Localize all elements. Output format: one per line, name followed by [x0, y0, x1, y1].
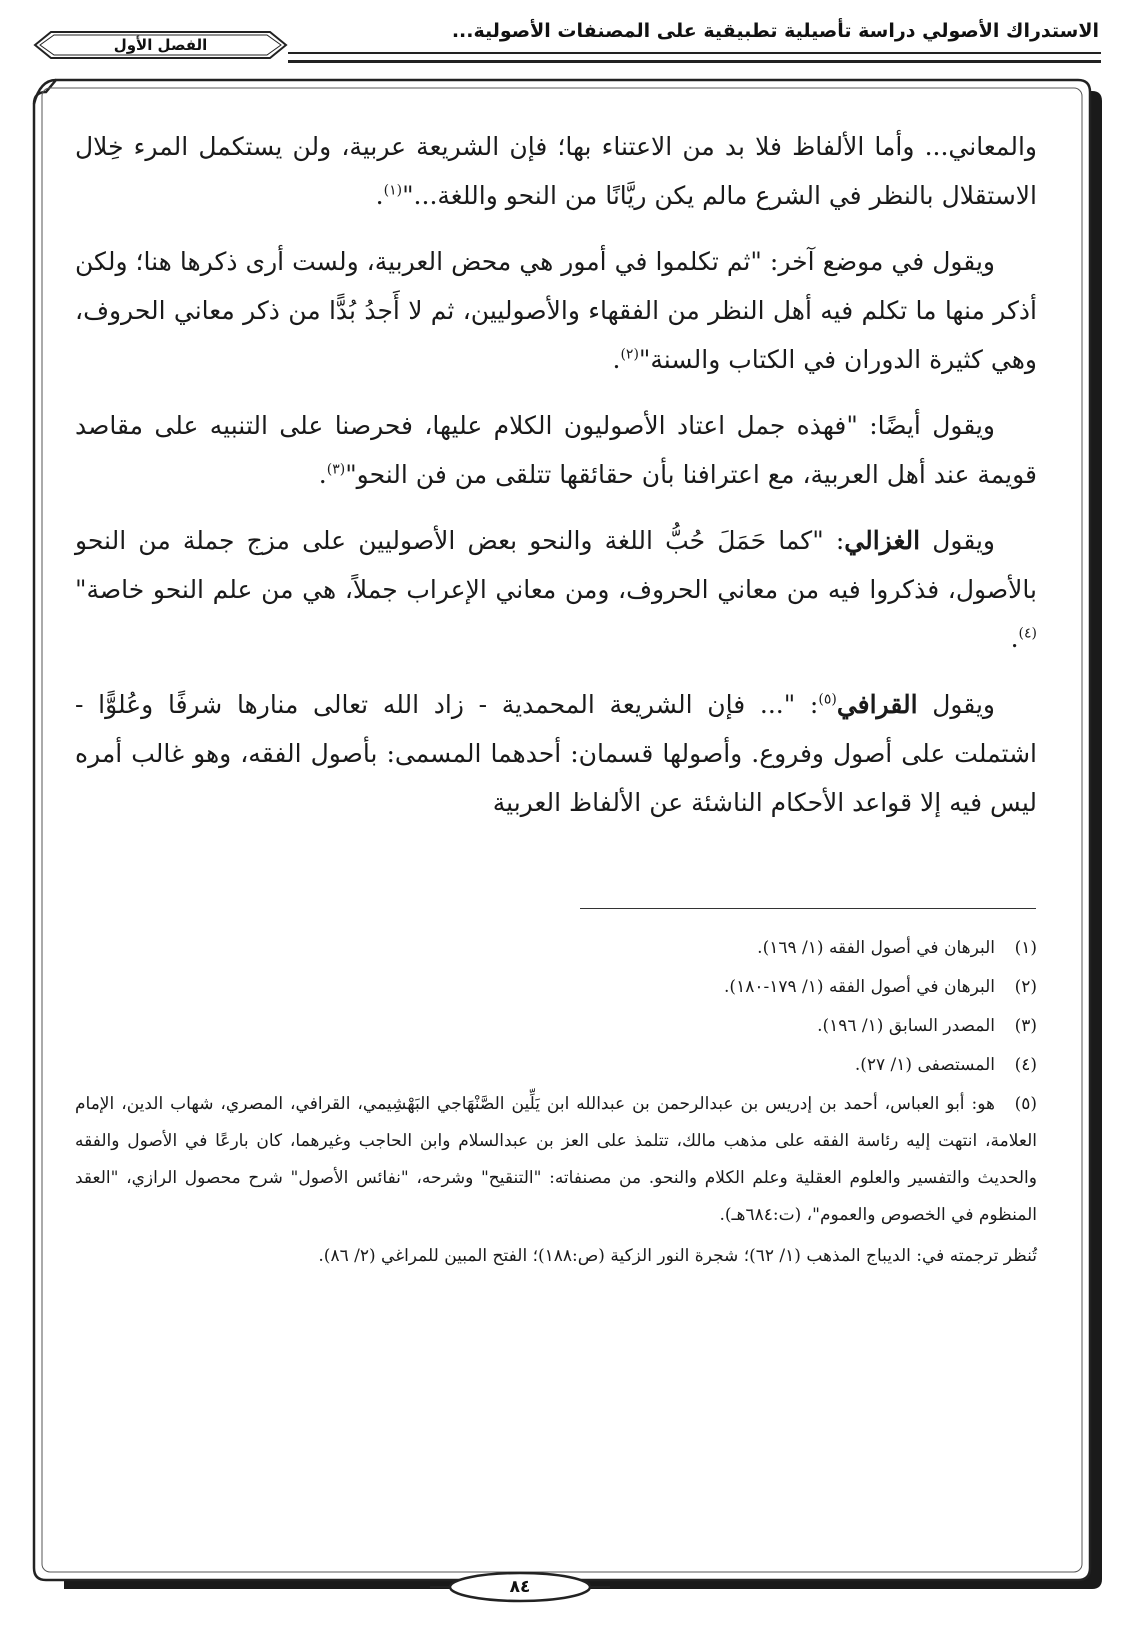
footnote-separator: [580, 908, 1036, 909]
author-name: القرافي: [836, 690, 918, 719]
paragraph: ويقول في موضع آخر: "ثم تكلموا في أمور هي محض العربية، ولست أرى ذكرها هنا؛ ولكن أذكر منها ما تكلم فيه أهل النظر من الفقهاء والأصوليين، ثم لا أَجدُ بُدًّا من ذكر معاني الحروف، وهي كثيرة الدوران في الكتاب والسنة"$^{(٢)}$.: [75, 247, 1037, 374]
footnote-ref[interactable]: (٤): [1018, 625, 1037, 642]
paragraph: والمعاني... وأما الألفاظ فلا بد من الاعتناء بها؛ فإن الشريعة عربية، ولن يستكمل المرء خِلال الاستقلال بالنظر في الشرع مالم يكن ريَّانًا من النحو واللغة..."$^{(١)}$.: [75, 132, 1037, 210]
main-text: [75, 122, 1037, 844]
paragraph: ويقول الغزالي: "كما حَمَلَ حُبُّ اللغة والنحو بعض الأصوليين على مزج جملة من النحو بالأصول، فذكروا فيه من معاني الحروف، ومن معاني الإعراب جملاً، هي من علم النحو خاصة"$^{(٤)}$.: [75, 526, 1037, 653]
footnote-ref[interactable]: (١): [383, 182, 403, 199]
footnote-item: [75, 1008, 1037, 1045]
footnote-source: تُنظر ترجمته في: الديباج المذهب (١/ ٦٢)؛ شجرة النور الزكية (ص:١٨٨)؛ الفتح المبين للمراغي (٢/ ٨٦).: [318, 1246, 1037, 1266]
footnote-number: (٤): [1014, 1055, 1037, 1075]
paragraph-lead: ويقول: [917, 690, 996, 719]
footnote-text: المصدر السابق (١/ ١٩٦).: [817, 1016, 995, 1036]
page-number: ٨٤: [509, 1577, 531, 1597]
footnote-number: (٣): [1014, 1016, 1037, 1036]
footnote-item: [75, 1047, 1037, 1084]
paragraph-lead: ويقول: [920, 526, 995, 555]
footnote-item: [75, 969, 1037, 1006]
book-title: الاستدراك الأصولي دراسة تأصيلية تطبيقية على المصنفات الأصولية...: [451, 20, 1099, 42]
footnote-text: البرهان في أصول الفقه (١/ ١٧٩-١٨٠).: [724, 977, 995, 997]
footnote-text: البرهان في أصول الفقه (١/ ١٦٩).: [757, 938, 995, 958]
author-name: الغزالي: [844, 526, 921, 555]
footnote-text: المستصفى (١/ ٢٧).: [854, 1055, 995, 1075]
footnotes: [75, 930, 1037, 1277]
paragraph: [75, 680, 1037, 827]
footnote-number: (١): [1014, 938, 1037, 958]
footnote-item: [75, 1086, 1037, 1234]
paragraph-text: والمعاني... وأما الألفاظ فلا بد من الاعتناء بها؛ فإن الشريعة عربية، ولن يستكمل المرء خِلال الاستقلال بالنظر في الشرع مالم يكن ريَّانًا من النحو واللغة...": [75, 132, 1037, 210]
paragraph-text: ويقول أيضًا: "فهذه جمل اعتاد الأصوليون الكلام عليها، فحرصنا على التنبيه على مقاصد قويمة عند أهل العربية، مع اعترافنا بأن حقائقها تتلقى من فن النحو": [75, 411, 1037, 489]
footnote-number: (٥): [1014, 1094, 1037, 1114]
paragraph-text: : "كما حَمَلَ حُبُّ اللغة والنحو بعض الأصوليين على مزج جملة من النحو بالأصول، فذكروا فيه من معاني الحروف، ومن معاني الإعراب جملاً، هي من علم النحو خاصة": [75, 526, 1037, 604]
footnote-number: (٢): [1014, 977, 1037, 997]
footnote-item: [75, 930, 1037, 967]
paragraph-text: : "... فإن الشريعة المحمدية - زاد الله تعالى منارها شرفًا وعُلوًّا - اشتملت على أصول وفروع. وأصولها قسمان: أحدهما المسمى: بأصول الفقه، وهو غالب أمره ليس فيه إلا قواعد الأحكام الناشئة عن الألفاظ العربية: [75, 690, 1037, 817]
footnote-ref[interactable]: (٥): [818, 691, 837, 708]
chapter-label: الفصل الأول: [113, 36, 208, 54]
footnote-ref[interactable]: (٢): [620, 346, 639, 363]
paragraph-text: ويقول في موضع آخر: "ثم تكلموا في أمور هي محض العربية، ولست أرى ذكرها هنا؛ ولكن أذكر منها ما تكلم فيه أهل النظر من الفقهاء والأصوليين، ثم لا أَجدُ بُدًّا من ذكر معاني الحروف، وهي كثيرة الدوران في الكتاب والسنة": [75, 247, 1037, 374]
footnote-text: هو: أبو العباس، أحمد بن إدريس بن عبدالرحمن بن عبدالله ابن يَلِّين الصَّنْهَاجي البَهْشِيمي، القرافي، المصري، شهاب الدين، الإمام العلامة، انتهت إليه رئاسة الفقه على مذهب مالك، تتلمذ على العز بن عبدالسلام وابن الحاجب وغيرهما، كان بارعًا في الأصول والفقه والحديث والتفسير والعلوم العقلية وعلم الكلام والنحو. من مصنفاته: "التنقيح" وشرحه، "نفائس الأصول" شرح محصول الرازي، "العقد المنظوم في الخصوص والعموم"، (ت:٦٨٤هـ).: [75, 1094, 1037, 1225]
paragraph: ويقول أيضًا: "فهذه جمل اعتاد الأصوليون الكلام عليها، فحرصنا على التنبيه على مقاصد قويمة عند أهل العربية، مع اعترافنا بأن حقائقها تتلقى من فن النحو"$^{(٣)}$.: [75, 411, 1037, 489]
footnote-ref[interactable]: (٣): [326, 461, 346, 478]
